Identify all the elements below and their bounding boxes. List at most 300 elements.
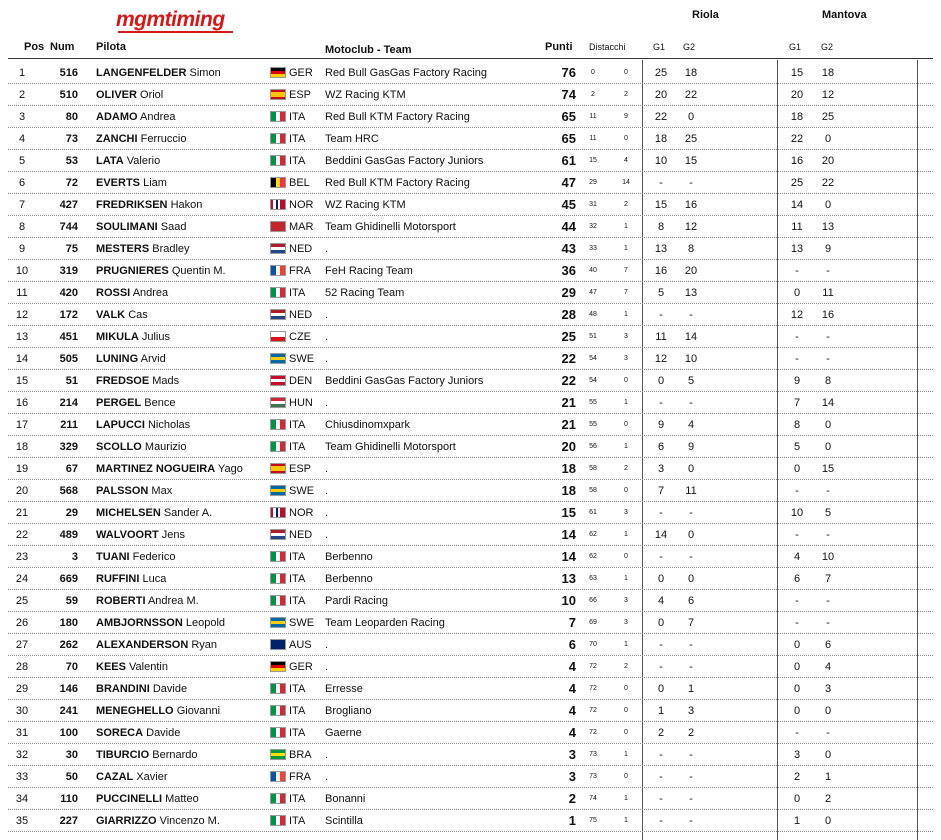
- row-riola-g1: 16: [654, 265, 668, 277]
- row-points: 3: [568, 769, 576, 784]
- row-points: 22: [561, 351, 576, 366]
- row-gap-previous: 0: [624, 773, 628, 780]
- row-riola-g2: 15: [684, 155, 698, 167]
- row-riola-g1: 5: [657, 287, 665, 299]
- table-row: [0, 84, 941, 106]
- row-pos: 30: [15, 705, 29, 717]
- row-gap-leader: 47: [589, 289, 597, 296]
- row-nationality: ITA: [289, 551, 306, 563]
- row-mantova-g1: 0: [793, 661, 801, 673]
- rider-last-name: EVERTS: [96, 177, 141, 189]
- row-mantova-g2: 12: [821, 89, 835, 101]
- row-gap-previous: 0: [624, 729, 628, 736]
- row-number: 568: [59, 485, 78, 497]
- row-gap-previous: 1: [624, 795, 628, 802]
- row-nationality: DEN: [289, 375, 313, 387]
- row-nationality: ITA: [289, 155, 306, 167]
- row-mantova-g2: 16: [821, 309, 835, 321]
- row-number: 427: [59, 199, 78, 211]
- row-mantova-g2: 2: [824, 793, 832, 805]
- row-rider-name: [96, 463, 243, 475]
- row-nationality: ITA: [289, 683, 306, 695]
- rider-last-name: TUANI: [96, 551, 130, 563]
- row-mantova-g2: 0: [824, 199, 832, 211]
- row-mantova-g1: -: [795, 595, 799, 607]
- row-mantova-g1: 0: [793, 287, 801, 299]
- row-gap-leader: 31: [589, 201, 597, 208]
- row-gap-previous: 7: [624, 289, 628, 296]
- rider-first-name: Julius: [141, 331, 170, 343]
- flag-icon: [270, 133, 286, 144]
- col-header-num: Num: [50, 41, 75, 53]
- row-team: Bonanni: [325, 793, 366, 805]
- rider-last-name: FREDRIKSEN: [96, 199, 168, 211]
- row-riola-g2: 13: [684, 287, 698, 299]
- row-mantova-g2: -: [826, 727, 830, 739]
- flag-icon: [270, 331, 286, 342]
- row-mantova-g1: 11: [791, 221, 803, 233]
- row-riola-g2: 0: [687, 111, 695, 123]
- row-pos: 28: [15, 661, 29, 673]
- flag-icon: [270, 815, 286, 826]
- flag-icon: [270, 309, 286, 320]
- row-pos: 26: [15, 617, 29, 629]
- row-riola-g2: -: [689, 749, 693, 761]
- row-number: 75: [65, 243, 78, 255]
- row-nationality: ESP: [289, 463, 312, 475]
- row-riola-g1: -: [659, 507, 663, 519]
- row-number: 67: [65, 463, 78, 475]
- rider-first-name: Sander A.: [163, 507, 213, 519]
- row-pos: 25: [15, 595, 29, 607]
- row-gap-leader: 48: [589, 311, 597, 318]
- row-nationality: ITA: [289, 133, 306, 145]
- row-rider-name: [96, 815, 220, 827]
- flag-icon: [270, 507, 286, 518]
- row-gap-previous: 1: [624, 531, 628, 538]
- row-riola-g2: 10: [684, 353, 698, 365]
- row-points: 6: [568, 637, 576, 652]
- row-points: 25: [561, 329, 576, 344]
- row-points: 1: [568, 813, 576, 828]
- row-riola-g2: 12: [684, 221, 698, 233]
- row-rider-name: [96, 419, 190, 431]
- row-gap-leader: 32: [589, 223, 597, 230]
- row-team: Berbenno: [325, 573, 373, 585]
- flag-icon: [270, 375, 286, 386]
- row-gap-previous: 1: [624, 223, 628, 230]
- row-number: 744: [59, 221, 78, 233]
- row-rider-name: [96, 111, 176, 123]
- row-points: 47: [561, 175, 576, 190]
- table-row: [0, 436, 941, 458]
- row-riola-g1: 7: [657, 485, 665, 497]
- row-mantova-g1: 8: [793, 419, 801, 431]
- row-gap-previous: 4: [624, 157, 628, 164]
- table-row: [0, 590, 941, 612]
- row-riola-g1: 1: [657, 705, 665, 717]
- table-row: [0, 414, 941, 436]
- row-mantova-g2: 4: [824, 661, 832, 673]
- row-nationality: NED: [289, 309, 313, 321]
- row-pos: 14: [15, 353, 29, 365]
- row-gap-previous: 0: [624, 421, 628, 428]
- row-rider-name: [96, 727, 180, 739]
- rider-first-name: Matteo: [165, 793, 199, 805]
- row-riola-g2: 4: [687, 419, 695, 431]
- row-riola-g2: -: [689, 507, 693, 519]
- row-number: 510: [59, 89, 78, 101]
- row-points: 4: [568, 725, 576, 740]
- row-pos: 33: [15, 771, 29, 783]
- row-pos: 29: [15, 683, 29, 695]
- row-rider-name: [96, 661, 168, 673]
- row-mantova-g2: 25: [821, 111, 835, 123]
- rider-first-name: Yago: [218, 463, 243, 475]
- row-nationality: GER: [289, 661, 313, 673]
- row-gap-previous: 1: [624, 399, 628, 406]
- row-points: 22: [561, 373, 576, 388]
- row-gap-leader: 11: [589, 135, 597, 142]
- row-gap-previous: 3: [624, 619, 628, 626]
- table-row: [0, 524, 941, 546]
- rider-first-name: Max: [151, 485, 173, 497]
- flag-icon: [270, 617, 286, 628]
- row-points: 10: [561, 593, 576, 608]
- rider-first-name: Bernardo: [152, 749, 198, 761]
- row-pos: 12: [15, 309, 29, 321]
- row-rider-name: [96, 397, 176, 409]
- row-gap-leader: 55: [589, 421, 597, 428]
- row-riola-g2: 0: [687, 573, 695, 585]
- row-gap-previous: 7: [624, 267, 628, 274]
- row-pos: 18: [15, 441, 29, 453]
- row-riola-g2: 7: [687, 617, 695, 629]
- row-riola-g2: 14: [684, 331, 698, 343]
- row-riola-g1: 3: [657, 463, 665, 475]
- row-gap-previous: 0: [624, 69, 628, 76]
- rider-first-name: Arvid: [140, 353, 166, 365]
- rider-last-name: PALSSON: [96, 485, 149, 497]
- rider-last-name: GIARRIZZO: [96, 815, 157, 827]
- row-nationality: ITA: [289, 595, 306, 607]
- row-mantova-g2: 0: [824, 133, 832, 145]
- row-number: 227: [59, 815, 78, 827]
- row-riola-g1: 4: [657, 595, 665, 607]
- row-rider-name: [96, 309, 148, 321]
- row-team: Berbenno: [325, 551, 373, 563]
- row-nationality: ITA: [289, 287, 306, 299]
- row-gap-leader: 75: [589, 817, 597, 824]
- row-gap-leader: 40: [589, 267, 597, 274]
- row-points: 3: [568, 747, 576, 762]
- flag-icon: [270, 573, 286, 584]
- row-mantova-g1: -: [795, 331, 799, 343]
- row-mantova-g2: 3: [824, 683, 832, 695]
- rider-last-name: CAZAL: [96, 771, 134, 783]
- row-mantova-g1: 14: [790, 199, 804, 211]
- row-number: 241: [59, 705, 78, 717]
- row-pos: 11: [16, 287, 28, 299]
- table-row: [0, 546, 941, 568]
- col-header-points: Punti: [545, 41, 573, 53]
- row-rider-name: [96, 243, 190, 255]
- row-team: .: [325, 661, 329, 673]
- row-gap-leader: 66: [589, 597, 597, 604]
- row-mantova-g1: 4: [793, 551, 801, 563]
- row-mantova-g2: -: [826, 353, 830, 365]
- row-riola-g1: 0: [657, 573, 665, 585]
- row-gap-previous: 1: [624, 751, 628, 758]
- row-riola-g1: -: [659, 397, 663, 409]
- rider-last-name: LAPUCCI: [96, 419, 145, 431]
- flag-icon: [270, 441, 286, 452]
- row-gap-leader: 72: [589, 707, 597, 714]
- rider-last-name: LANGENFELDER: [96, 67, 187, 79]
- rider-last-name: BRANDINI: [96, 683, 150, 695]
- row-number: 73: [65, 133, 78, 145]
- row-points: 65: [561, 109, 576, 124]
- row-mantova-g1: 0: [793, 683, 801, 695]
- row-gap-previous: 0: [624, 553, 628, 560]
- flag-icon: [270, 771, 286, 782]
- row-team: Red Bull KTM Factory Racing: [325, 177, 470, 189]
- row-gap-previous: 2: [624, 465, 628, 472]
- row-pos: 17: [15, 419, 29, 431]
- row-number: 180: [59, 617, 78, 629]
- row-gap-leader: 58: [589, 465, 597, 472]
- table-row: [0, 612, 941, 634]
- row-riola-g2: 0: [687, 463, 695, 475]
- row-team: Chiusdinomxpark: [325, 419, 410, 431]
- row-team: Pardi Racing: [325, 595, 388, 607]
- flag-icon: [270, 67, 286, 78]
- row-team: Team HRC: [325, 133, 379, 145]
- row-points: 15: [561, 505, 576, 520]
- row-mantova-g1: 0: [793, 639, 801, 651]
- table-row: [0, 458, 941, 480]
- table-row: [0, 656, 941, 678]
- row-points: 18: [561, 483, 576, 498]
- row-mantova-g1: -: [795, 727, 799, 739]
- row-nationality: NED: [289, 243, 313, 255]
- row-pos: 9: [18, 243, 26, 255]
- row-nationality: ITA: [289, 793, 306, 805]
- row-riola-g1: 18: [654, 133, 668, 145]
- row-riola-g1: 11: [655, 331, 667, 343]
- row-mantova-g2: -: [826, 529, 830, 541]
- row-riola-g1: 22: [654, 111, 668, 123]
- row-mantova-g2: 0: [824, 705, 832, 717]
- row-mantova-g2: 8: [824, 375, 832, 387]
- rider-last-name: ADAMO: [96, 111, 138, 123]
- rider-first-name: Xavier: [136, 771, 168, 783]
- flag-icon: [270, 419, 286, 430]
- row-riola-g1: -: [659, 749, 663, 761]
- flag-icon: [270, 683, 286, 694]
- row-riola-g1: 15: [654, 199, 668, 211]
- row-number: 100: [59, 727, 78, 739]
- flag-icon: [270, 595, 286, 606]
- row-gap-previous: 1: [624, 443, 628, 450]
- row-pos: 3: [18, 111, 26, 123]
- row-riola-g1: 6: [657, 441, 665, 453]
- flag-icon: [270, 265, 286, 276]
- row-team: .: [325, 639, 329, 651]
- row-riola-g1: 10: [654, 155, 668, 167]
- row-team: Team Leoparden Racing: [325, 617, 445, 629]
- row-pos: 32: [15, 749, 29, 761]
- row-points: 74: [561, 87, 576, 102]
- row-nationality: ITA: [289, 727, 306, 739]
- flag-icon: [270, 639, 286, 650]
- row-gap-leader: 54: [589, 377, 597, 384]
- row-points: 20: [561, 439, 576, 454]
- rider-first-name: Liam: [143, 177, 167, 189]
- row-mantova-g1: 1: [793, 815, 801, 827]
- row-mantova-g2: 6: [824, 639, 832, 651]
- row-mantova-g1: 13: [790, 243, 804, 255]
- row-team: FeH Racing Team: [325, 265, 413, 277]
- row-nationality: GER: [289, 67, 313, 79]
- rider-last-name: SORECA: [96, 727, 144, 739]
- row-points: 2: [568, 791, 576, 806]
- row-gap-leader: 58: [589, 487, 597, 494]
- row-rider-name: [96, 507, 212, 519]
- row-team: Scintilla: [325, 815, 363, 827]
- row-riola-g2: 8: [687, 243, 695, 255]
- row-riola-g1: -: [659, 661, 663, 673]
- row-rider-name: [96, 573, 166, 585]
- row-gap-previous: 14: [622, 179, 630, 186]
- row-riola-g1: 25: [654, 67, 668, 79]
- row-number: 29: [65, 507, 78, 519]
- row-separator: [8, 831, 933, 832]
- row-mantova-g1: 9: [793, 375, 801, 387]
- row-gap-previous: 1: [624, 245, 628, 252]
- row-mantova-g2: 7: [824, 573, 832, 585]
- flag-icon: [270, 89, 286, 100]
- row-nationality: ITA: [289, 419, 306, 431]
- rider-last-name: FREDSOE: [96, 375, 150, 387]
- row-number: 80: [65, 111, 78, 123]
- row-number: 53: [65, 155, 78, 167]
- row-number: 451: [59, 331, 78, 343]
- row-gap-leader: 51: [589, 333, 597, 340]
- row-riola-g2: -: [689, 771, 693, 783]
- rider-first-name: Davide: [146, 727, 181, 739]
- row-nationality: BRA: [289, 749, 312, 761]
- row-mantova-g1: 2: [793, 771, 801, 783]
- row-gap-previous: 1: [624, 641, 628, 648]
- row-team: Team Ghidinelli Motorsport: [325, 221, 456, 233]
- row-mantova-g1: -: [795, 265, 799, 277]
- rider-first-name: Hakon: [170, 199, 203, 211]
- row-riola-g2: 22: [684, 89, 698, 101]
- rider-last-name: PRUGNIERES: [96, 265, 169, 277]
- flag-icon: [270, 727, 286, 738]
- row-points: 14: [561, 549, 576, 564]
- table-row: [0, 150, 941, 172]
- row-rider-name: [96, 793, 199, 805]
- row-number: 51: [65, 375, 78, 387]
- row-nationality: ITA: [289, 573, 306, 585]
- row-rider-name: [96, 353, 166, 365]
- flag-icon: [270, 287, 286, 298]
- row-number: 420: [59, 287, 78, 299]
- rider-last-name: MICHELSEN: [96, 507, 161, 519]
- row-gap-leader: 29: [589, 179, 597, 186]
- row-nationality: MAR: [289, 221, 314, 233]
- row-number: 669: [59, 573, 78, 585]
- row-riola-g2: -: [689, 551, 693, 563]
- row-gap-previous: 3: [624, 597, 628, 604]
- row-team: Red Bull KTM Factory Racing: [325, 111, 470, 123]
- table-row: [0, 128, 941, 150]
- rider-last-name: PERGEL: [96, 397, 142, 409]
- row-gap-leader: 72: [589, 729, 597, 736]
- row-number: 329: [59, 441, 78, 453]
- rider-last-name: ALEXANDERSON: [96, 639, 189, 651]
- col-header-riola-g2: G2: [683, 42, 696, 52]
- rider-first-name: Jens: [161, 529, 186, 541]
- row-rider-name: [96, 375, 179, 387]
- row-nationality: BEL: [289, 177, 310, 189]
- row-gap-previous: 1: [624, 817, 628, 824]
- row-points: 14: [561, 527, 576, 542]
- row-nationality: FRA: [289, 265, 311, 277]
- table-row: [0, 502, 941, 524]
- rider-last-name: KEES: [96, 661, 126, 673]
- row-team: 52 Racing Team: [325, 287, 405, 299]
- row-riola-g1: -: [659, 639, 663, 651]
- row-riola-g1: 9: [657, 419, 665, 431]
- row-number: 319: [59, 265, 78, 277]
- row-mantova-g1: 15: [790, 67, 804, 79]
- rider-last-name: ROBERTI: [96, 595, 146, 607]
- row-gap-leader: 33: [589, 245, 597, 252]
- row-team: .: [325, 485, 329, 497]
- row-number: 50: [65, 771, 78, 783]
- table-row: [0, 172, 941, 194]
- row-riola-g1: -: [659, 309, 663, 321]
- rider-first-name: Nicholas: [147, 419, 191, 431]
- table-row: [0, 326, 941, 348]
- table-row: [0, 304, 941, 326]
- row-pos: 2: [18, 89, 26, 101]
- row-riola-g1: 20: [654, 89, 668, 101]
- row-pos: 21: [15, 507, 29, 519]
- row-riola-g1: -: [659, 771, 663, 783]
- row-number: 262: [59, 639, 78, 651]
- event-title-riola: Riola: [692, 9, 719, 21]
- row-team: .: [325, 771, 329, 783]
- row-mantova-g2: 20: [821, 155, 835, 167]
- row-pos: 35: [15, 815, 29, 827]
- row-rider-name: [96, 265, 226, 277]
- row-mantova-g1: 16: [790, 155, 804, 167]
- row-pos: 34: [15, 793, 29, 805]
- rider-first-name: Ryan: [191, 639, 218, 651]
- row-nationality: SWE: [289, 353, 315, 365]
- row-gap-previous: 3: [624, 333, 628, 340]
- row-riola-g2: 1: [687, 683, 695, 695]
- row-riola-g1: -: [659, 793, 663, 805]
- row-mantova-g1: 0: [793, 793, 801, 805]
- table-row: [0, 216, 941, 238]
- flag-icon: [270, 529, 286, 540]
- row-pos: 27: [15, 639, 29, 651]
